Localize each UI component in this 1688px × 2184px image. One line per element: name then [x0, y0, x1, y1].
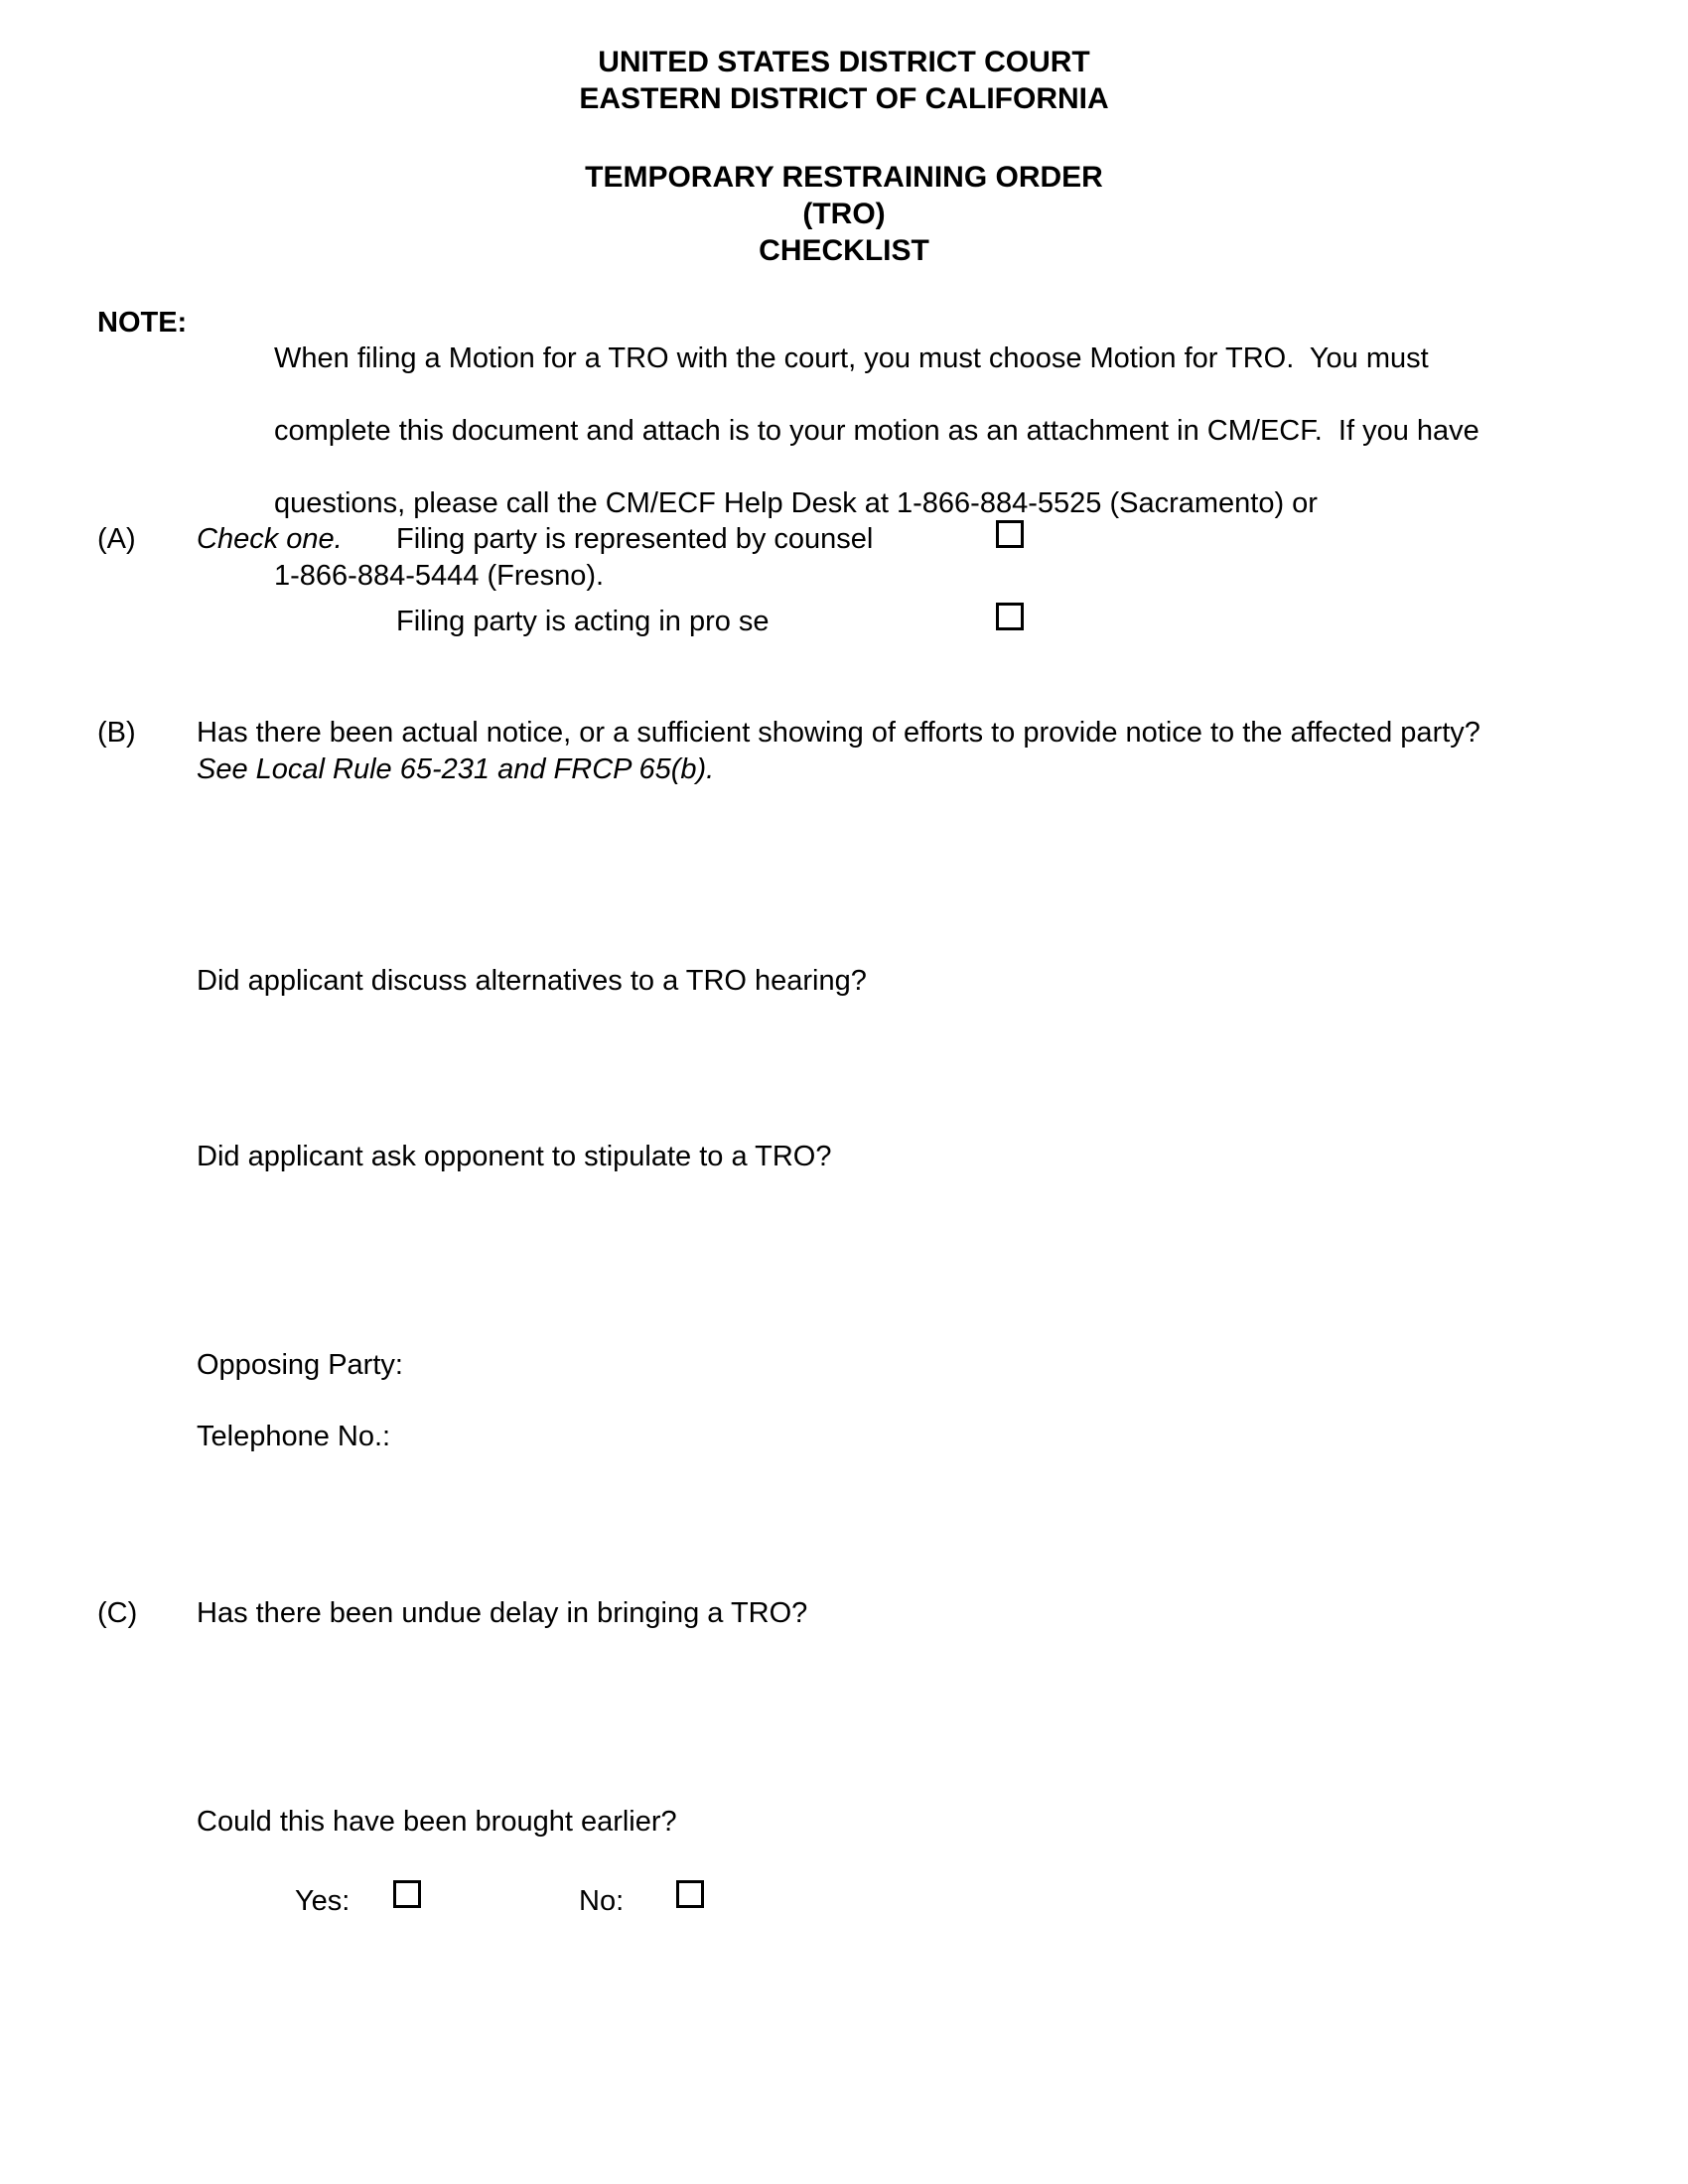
court-name-line-2: EASTERN DISTRICT OF CALIFORNIA [579, 82, 1109, 115]
section-c-question: Has there been undue delay in bringing a TRO? [197, 1597, 808, 1629]
section-b-citation: See Local Rule 65-231 and FRCP 65(b). [197, 753, 715, 785]
option-pro-se-label: Filing party is acting in pro se [396, 606, 770, 637]
note-line-2: complete this document and attach is to your motion as an attachment in CM/ECF. If you have [274, 415, 1479, 447]
section-b-label: (B) [97, 717, 136, 749]
option-represented-by-counsel-label: Filing party is represented by counsel [396, 523, 874, 555]
no-label: No: [579, 1885, 625, 1917]
court-name-line-1: UNITED STATES DISTRICT COURT [598, 46, 1090, 78]
section-b-followup-2: Did applicant ask opponent to stipulate to a TRO? [197, 1141, 832, 1172]
section-b-followup-1: Did applicant discuss alternatives to a TRO hearing? [197, 965, 867, 997]
document-title-line-2: (TRO) [802, 198, 886, 230]
note-paragraph [274, 305, 1479, 630]
checkbox-pro-se[interactable] [996, 603, 1024, 630]
note-line-1: When filing a Motion for a TRO with the court, you must choose Motion for TRO. You must [274, 342, 1429, 374]
section-c-label: (C) [97, 1597, 138, 1629]
note-line-4: 1-866-884-5444 (Fresno). [274, 560, 605, 592]
section-c-followup: Could this have been brought earlier? [197, 1806, 677, 1838]
section-a-instruction: Check one. [197, 523, 343, 555]
checkbox-yes[interactable] [393, 1880, 421, 1908]
checkbox-no[interactable] [676, 1880, 704, 1908]
document-title-line-1: TEMPORARY RESTRAINING ORDER [585, 161, 1103, 194]
telephone-label: Telephone No.: [197, 1421, 391, 1452]
note-label: NOTE: [97, 307, 188, 339]
section-b-question: Has there been actual notice, or a sufficient showing of efforts to provide notice to the affected party? [197, 717, 1480, 749]
checkbox-represented-by-counsel[interactable] [996, 520, 1024, 548]
section-a-label: (A) [97, 523, 136, 555]
opposing-party-label: Opposing Party: [197, 1349, 403, 1381]
document-title-line-3: CHECKLIST [759, 234, 929, 267]
yes-label: Yes: [295, 1885, 351, 1917]
note-line-3: questions, please call the CM/ECF Help Desk at 1-866-884-5525 (Sacramento) or [274, 487, 1318, 519]
